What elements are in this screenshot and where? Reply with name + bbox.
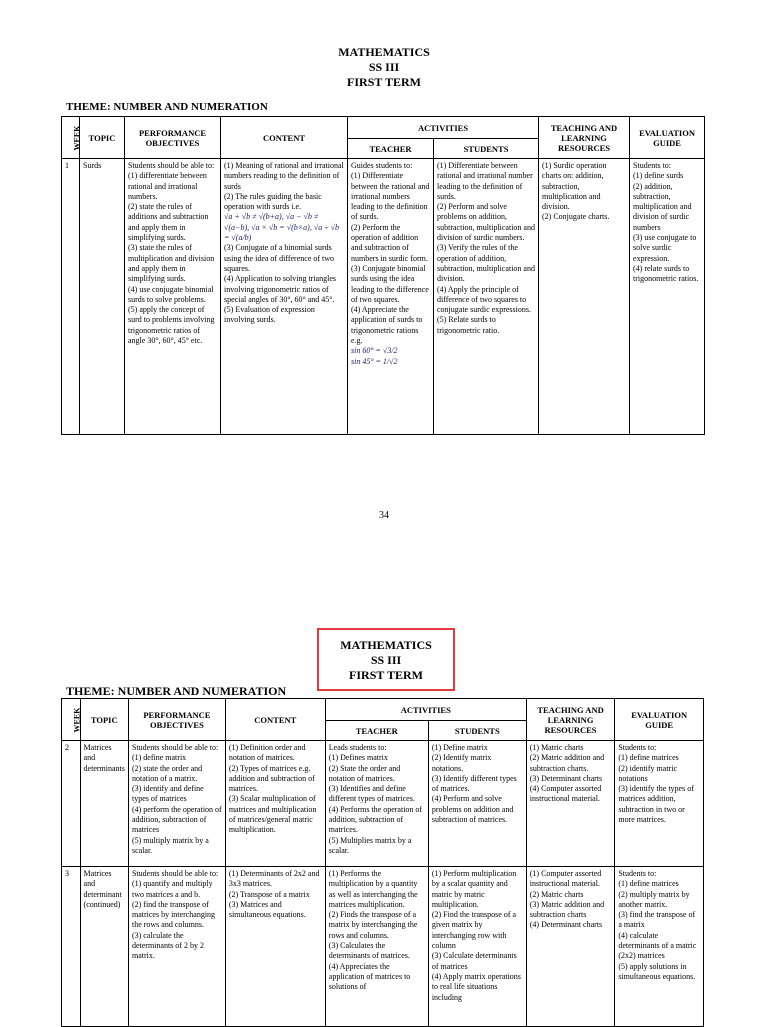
cell-evaluation: Students to: (1) define matrices (2) identify matric notations (3) identify the types of matrices addition, subtraction in two or more matrices. (615, 741, 704, 867)
teacher-text: Guides students to: (1) Differentiate between the rational and irrational numbers leading to the definition of surds. (2) Perform the operation of addition and subtraction of numbers in surdic form. (3) Conjugate binomial surds using the idea leading to the difference of two squares. (4) Appreciate the application of surds to trigonometric rations e.g. (351, 161, 430, 346)
header-week: WEEK (62, 699, 81, 741)
header-content: CONTENT (225, 699, 325, 741)
teacher-formula-sin60: sin 60° = √3/2 (351, 346, 398, 356)
title-term: FIRST TERM (347, 75, 421, 89)
cell-students: (1) Differentiate between rational and irrational number leading to the definition of surds. (2) Perform and solve problems on addition, subtraction, multiplication and division of surdic numbers. (3) Verify the rules of the operation of addition, subtraction, multiplication and division. (4) Apply the principle of difference of two squares to conjugate surdic expressions. (5) Relate surds to trigonometric ratio. (434, 159, 539, 435)
cell-content: (1) Determinants of 2x2 and 3x3 matrices. (2) Transpose of a matrix (3) Matrices and simultaneous equations. (225, 867, 325, 1027)
cell-teacher: (1) Performs the multiplication by a quantity as well as interchanging the matrices multiplication. (2) Finds the transpose of a matrix by interchanging the rows and columns. (3) Calculates the determinants of matrices. (4) Appreciates the application of matrices to solutions of (325, 867, 428, 1027)
title-class: SS III (368, 60, 400, 74)
cell-topic: Matrices and determinant (continued) (80, 867, 128, 1027)
header-objectives: PERFORMANCE OBJECTIVES (125, 117, 221, 159)
header-students: STUDENTS (428, 721, 526, 741)
table-row (62, 741, 704, 867)
header-teacher: TEACHER (348, 139, 434, 159)
cell-resources: (1) Matric charts (2) Matric addition and subtraction charts. (3) Determinant charts (4) Computer assorted instructional material. (526, 741, 615, 867)
cell-week: 1 (62, 159, 80, 435)
cell-objectives: Students should be able to: (1) define matrix (2) state the order and notation of a matrix. (3) identify and define types of matrices (4) perform the operation of addition, subtraction of matrices (5) multiply matrix by a scalar. (128, 741, 225, 867)
header-evaluation: EVALUATION GUIDE (630, 117, 705, 159)
cell-week: 3 (62, 867, 81, 1027)
page2-scheme-table (61, 698, 704, 1027)
cell-teacher: Leads students to: (1) Defines matrix (2) State the order and notation of matrices. (3) Identifies and define different types of matrices. (4) Performs the operation of addition, subtraction of matrices. (5) Multiplies matrix by a scalar. (325, 741, 428, 867)
page2-title (317, 628, 455, 691)
cell-students: (1) Perform multiplication by a scalar quantity and matric by matric multiplication. (2) Find the transpose of a given matrix by interchanging row with column (3) Calculate determinants of matrices (4) Apply matrix operations to real life situations including (428, 867, 526, 1027)
title-term: FIRST TERM (349, 668, 423, 682)
cell-evaluation: Students to: (1) define surds (2) addition, subtraction, multiplication and division of surdic numbers (3) use conjugate to solve surdic expression. (4) relate surds to trigonometric ratios. (630, 159, 705, 435)
header-students: STUDENTS (434, 139, 539, 159)
cell-topic: Matrices and determinants (80, 741, 128, 867)
header-content: CONTENT (221, 117, 348, 159)
header-topic: TOPIC (80, 117, 125, 159)
page1-theme: THEME: NUMBER AND NUMERATION (66, 101, 268, 113)
cell-content (221, 159, 348, 435)
page1-title (0, 45, 768, 90)
header-teacher: TEACHER (325, 721, 428, 741)
cell-resources: (1) Computer assorted instructional material. (2) Matric charts (3) Matric addition and subtraction charts (4) Determinant charts (526, 867, 615, 1027)
header-evaluation: EVALUATION GUIDE (615, 699, 704, 741)
cell-teacher (348, 159, 434, 435)
cell-students: (1) Define matrix (2) Identify matrix notations. (3) Identify different types of matrices. (4) Perform and solve problems on addition and subtraction of matrices. (428, 741, 526, 867)
content-text: (1) Meaning of rational and irrational numbers reading to the definition of surds (2) The rules guiding the basic operation with surds i.e. (224, 161, 344, 212)
content-text-rest: (3) Conjugate of a binomial surds using the idea of difference of two squares. (4) Application to solving triangles involving trigonometric ratios of special angles of 30°, 60° and 45°. (5) Evaluation of expression involving surds. (224, 243, 336, 325)
content-formula: √a + √b ≠ √(b+a), √a − √b ≠ √(a−b), √a × √b = √(b×a), √a ÷ √b = √(a/b) (224, 212, 339, 243)
cell-objectives: Students should be able to: (1) quantify and multiply two matrices a and b. (2) find the transpose of matrices by interchanging the rows and columns. (3) calculate the determinants of 2 by 2 matrix. (128, 867, 225, 1027)
page-number: 34 (379, 510, 389, 521)
header-topic: TOPIC (80, 699, 128, 741)
cell-evaluation: Students to: (1) define matrices (2) multiply matrix by another matrix. (3) find the transpose of a matrix (4) calculate determinants of a matric (2x2) matrices (5) apply solutions in simultaneous equations. (615, 867, 704, 1027)
header-resources: TEACHING AND LEARNING RESOURCES (526, 699, 615, 741)
header-resources: TEACHING AND LEARNING RESOURCES (539, 117, 630, 159)
header-objectives: PERFORMANCE OBJECTIVES (128, 699, 225, 741)
header-activities: ACTIVITIES (325, 699, 526, 721)
header-activities: ACTIVITIES (348, 117, 539, 139)
page1-scheme-table (61, 116, 705, 435)
table-row (62, 867, 704, 1027)
title-class: SS III (370, 653, 402, 667)
title-subject: MATHEMATICS (338, 45, 430, 59)
teacher-formula-sin45: sin 45° = 1/√2 (351, 356, 398, 366)
table-row (62, 159, 705, 435)
header-week: WEEK (62, 117, 80, 159)
cell-week: 2 (62, 741, 81, 867)
cell-resources: (1) Surdic operation charts on: addition, subtraction, multiplication and division. (2) Conjugate charts. (539, 159, 630, 435)
cell-objectives: Students should be able to: (1) differentiate between rational and irrational numbers. (2) state the rules of additions and subtraction and apply them in simplifying surds. (3) state the rules of multiplication and division and apply them in simplifying surds. (4) use conjugate binomial surds to solve problems. (5) apply the concept of surd to problems involving trigonometric ratios of angle 30°, 60°, 45° etc. (125, 159, 221, 435)
page2-theme: THEME: NUMBER AND NUMERATION (66, 684, 287, 698)
cell-topic: Surds (80, 159, 125, 435)
cell-content: (1) Definition order and notation of matrices. (2) Types of matrices e.g. addition and subtraction of matrices. (3) Scalar multiplication of matrices and multiplication of matrices/general matric multiplication. (225, 741, 325, 867)
title-subject: MATHEMATICS (340, 638, 432, 652)
